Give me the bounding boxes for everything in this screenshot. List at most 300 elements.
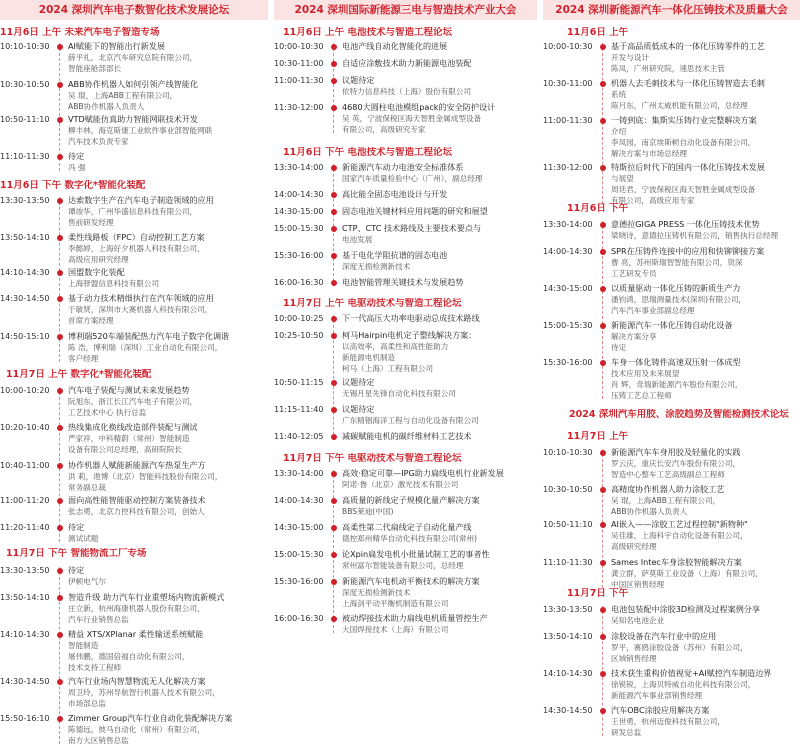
talk-topic: 高质量的新线定子规模化量产解决方案 — [342, 495, 480, 505]
timeline-dot — [57, 463, 63, 469]
time-slot: 14:10-14:30 — [543, 668, 593, 678]
talk-topic: 意德拉GIGA PRESS 一体化压铸技术优势 — [611, 219, 760, 229]
item-detail — [611, 283, 800, 316]
schedule-item — [274, 58, 537, 69]
speaker-info: 开发与设计 — [611, 53, 649, 62]
talk-topic: 达索数字生产在汽车电子制造领域的应用 — [68, 195, 214, 205]
speaker-info: 技术应用及未来展望 — [611, 369, 680, 378]
speaker-info: 系统 — [611, 90, 627, 99]
item-detail — [68, 522, 268, 544]
timeline-dot — [57, 296, 63, 302]
time-slot: 16:00-16:30 — [274, 277, 324, 287]
speaker-info: 研发总监 — [611, 728, 642, 737]
schedule-item — [274, 377, 537, 399]
item-detail — [342, 576, 537, 609]
timeline-dot — [57, 198, 63, 204]
time-slot: 11:40-12:05 — [274, 431, 324, 441]
talk-topic: 汽车电子装配与测试未来发展趋势 — [68, 385, 190, 395]
speaker-info: 罗平，赛鸥涂胶设备（苏州）有限公司， — [611, 643, 748, 652]
talk-topic: 电池产线自动化智能化的进展 — [342, 41, 448, 51]
session-title: 2024 深圳汽车用胶、涂胶趋势及智能检测技术论坛 — [569, 409, 789, 420]
timeline-dot — [600, 450, 606, 456]
item-detail — [68, 460, 268, 493]
time-slot: 15:30-16:00 — [274, 250, 324, 260]
timeline-dot — [600, 708, 606, 714]
timeline-dot — [600, 44, 606, 50]
session-schedule — [274, 313, 537, 442]
time-slot: 13:50-14:10 — [0, 232, 50, 242]
item-detail — [611, 78, 800, 111]
session-title: 11月7日 上午 电驱动技术与智造工程论坛 — [283, 298, 462, 309]
session-title: 11月7日 下午 电驱动技术与智造工程论坛 — [283, 453, 462, 464]
schedule-item — [543, 78, 800, 111]
speaker-info: 高级研究经理 — [611, 542, 657, 551]
schedule-item — [274, 576, 537, 609]
speaker-info: 李懿婷，上海好夕机器人科技有限公司， — [68, 244, 205, 253]
item-detail — [342, 189, 537, 200]
speaker-info: 电池发展 — [342, 235, 373, 244]
speaker-info: 技术支持工程师 — [68, 663, 122, 672]
schedule-item — [274, 206, 537, 217]
item-detail — [342, 377, 537, 399]
schedule-item — [274, 75, 537, 97]
time-slot: 11:00-11:20 — [0, 495, 50, 505]
schedule-item — [274, 102, 537, 135]
session-title: 11月6日 上午 — [567, 27, 629, 38]
speaker-info: 常州富尔智能装备有限公司，总经理 — [342, 561, 464, 570]
talk-topic: 高柔性第二代扁线定子自动化量产线 — [342, 522, 472, 532]
speaker-info: 伊顿电气尔 — [68, 577, 106, 586]
talk-topic: 减碳赋能电机的碳纤维材料工艺技术 — [342, 431, 472, 441]
timeline-dot — [600, 249, 606, 255]
time-slot: 13:30-13:50 — [0, 565, 50, 575]
timeline-dot — [600, 323, 606, 329]
speaker-info: 客户经理 — [68, 354, 99, 363]
timeline-dot — [331, 498, 337, 504]
schedule-item — [274, 250, 537, 272]
speaker-info: 冯 强 — [68, 163, 86, 172]
talk-topic: 被动焊接技术助力扁线电机质量管控生产 — [342, 613, 488, 623]
session-schedule — [0, 195, 268, 364]
item-detail — [611, 668, 800, 701]
schedule-item — [274, 189, 537, 200]
speaker-info: 薛平礼，北京汽车研究总院有限公司， — [68, 53, 198, 62]
schedule-item — [0, 232, 268, 265]
item-detail — [68, 41, 268, 74]
talk-topic: Sames Intec车身涂胶智能解决方案 — [611, 557, 742, 567]
item-detail — [611, 219, 800, 241]
speaker-info: 国家汽车质量检验中心（广州），副总经理 — [342, 174, 483, 183]
item-detail — [611, 162, 800, 206]
time-slot: 10:10-10:30 — [0, 41, 50, 51]
timeline-dot — [331, 209, 337, 215]
schedule-item — [274, 41, 537, 52]
talk-topic: 基于高品质低成本的一体化压铸零件的工艺 — [611, 41, 765, 51]
timeline-dot — [57, 595, 63, 601]
schedule-item — [0, 713, 268, 746]
timeline-dot — [57, 568, 63, 574]
time-slot: 13:30-14:00 — [543, 219, 593, 229]
time-slot: 15:00-15:30 — [274, 223, 324, 233]
timeline-dot — [57, 632, 63, 638]
item-detail — [342, 468, 537, 490]
timeline-dot — [57, 716, 63, 722]
speaker-info: 吴佳雄，上海科宇自动化设备有限公司， — [611, 531, 748, 540]
talk-topic: 4680大圆柱电池模组pack的安全防护设计 — [342, 102, 496, 112]
timeline-dot — [600, 607, 606, 613]
time-slot: 11:15-11:40 — [274, 404, 324, 414]
schedule-item — [543, 357, 800, 401]
session-title: 11月7日 下午 智能物流工厂专场 — [6, 548, 147, 559]
time-slot: 10:40-11:00 — [0, 460, 50, 470]
conference-title: 2024 深圳新能源汽车一体化压铸技术及质量大会 — [543, 0, 800, 20]
schedule-item — [274, 404, 537, 426]
item-detail — [342, 404, 537, 426]
speaker-info: 依特力信息科技（上海）股份有限公司 — [342, 87, 472, 96]
talk-topic: 高精度协作机器人助力涂胶工艺 — [611, 484, 725, 494]
talk-topic: 基于电化学阻抗谱的固态电池 — [342, 250, 448, 260]
schedule-item — [0, 460, 268, 493]
schedule-item — [0, 151, 268, 173]
time-slot: 10:50-11:10 — [543, 519, 593, 529]
timeline-dot — [600, 522, 606, 528]
schedule-item — [0, 293, 268, 326]
time-slot: 10:50-11:15 — [274, 377, 324, 387]
timeline-dot — [331, 280, 337, 286]
time-slot: 10:30-10:50 — [543, 484, 593, 494]
item-detail — [342, 613, 537, 635]
speaker-info: 中国区销售经理 — [611, 580, 665, 589]
speaker-info: 汽车技术负责专家 — [68, 137, 129, 146]
item-detail — [68, 495, 268, 517]
talk-topic: ABB协作机器人如何引领产线智能化 — [68, 79, 198, 89]
timeline-dot — [331, 616, 337, 622]
speaker-info: 有限公司，高级应用专家 — [611, 196, 695, 205]
speaker-info: 严家祥，中科精蔚（常州）智能制造 — [68, 434, 190, 443]
talk-topic: 涂胶设备在汽车行业中的应用 — [611, 631, 717, 641]
session-schedule — [0, 565, 268, 746]
schedule-item — [274, 313, 537, 324]
item-detail — [68, 267, 268, 289]
session-title: 11月7日 下午 — [567, 588, 629, 599]
speaker-info: 徐锐锐，上海贝特威自动化科技有限公司， — [611, 680, 756, 689]
timeline-dot — [57, 117, 63, 123]
talk-topic: AI嵌入——涂胶工艺过程控制"新物种" — [611, 519, 748, 529]
speaker-info: 洪 莉，遨博（北京）智能科技股份有限公司， — [68, 472, 223, 481]
talk-topic: 特斯拉后时代下的国内一体化压铸技术发展 — [611, 162, 765, 172]
talk-topic: 协作机器人赋能新能源汽车热泵生产方 — [68, 460, 206, 470]
speaker-info: 龚立群，萨莫斯工业设备（上海）有限公司， — [611, 569, 763, 578]
talk-topic: 高效·稳定可靠—IPG助力扁线电机行业新发展 — [342, 468, 504, 478]
speaker-info: 李凤园，南京埃斯顿自动化设备有限公司， — [611, 138, 756, 147]
item-detail — [68, 331, 268, 364]
time-slot: 11:10-11:30 — [0, 151, 50, 161]
item-detail — [68, 293, 268, 326]
item-detail — [611, 320, 800, 353]
talk-topic: 新能源汽车电机动平衡技术的解决方案 — [342, 576, 480, 586]
item-detail — [342, 495, 537, 517]
speaker-info: 解决方案分享 — [611, 332, 657, 341]
time-slot: 11:30-12:00 — [543, 162, 593, 172]
session-title: 11月7日 上午 数字化*智能化装配 — [6, 369, 152, 380]
speaker-info: 智能制造 — [68, 641, 99, 650]
time-slot: 15:30-16:00 — [543, 357, 593, 367]
speaker-info: 曹 亮，苏州斯瑞智智能有限公司，资深 — [611, 258, 743, 267]
schedule-item — [543, 283, 800, 316]
schedule-item — [274, 495, 537, 517]
speaker-info: 广东精铟海洋工程与自动化设备有限公司 — [342, 416, 479, 425]
talk-topic: CTP、CTC 技术路线及主要技术要点与 — [342, 223, 482, 233]
speaker-info: ABB协作机器人负责人 — [68, 102, 145, 111]
time-slot: 11:00-11:30 — [274, 75, 324, 85]
item-detail — [342, 277, 537, 288]
speaker-info: 上海剑平动平衡机制造有限公司 — [342, 599, 449, 608]
speaker-info: 售前研发经理 — [68, 218, 114, 227]
talk-topic: 议题待定 — [342, 377, 375, 387]
time-slot: 11:20-11:40 — [0, 522, 50, 532]
schedule-item — [274, 330, 537, 374]
timeline-dot — [331, 316, 337, 322]
talk-topic: 一铸到底：集斯实压铸行业完整解决方案 — [611, 115, 757, 125]
item-detail — [68, 232, 268, 265]
speaker-info: 陈德远，彼马自动化（常州）有限公司， — [68, 725, 205, 734]
speaker-info: 罗云庆，重庆长安汽车股份有限公司， — [611, 459, 741, 468]
speaker-info: 大国焊接技术（上海）有限公司 — [342, 625, 449, 634]
talk-topic: 议题待定 — [342, 75, 375, 85]
talk-topic: 精益 XTS/XPlanar 柔性输送系统赋能 — [68, 629, 204, 639]
speaker-info: 压铸工艺总工程师 — [611, 391, 672, 400]
schedule-item — [274, 468, 537, 490]
time-slot: 10:00-10:25 — [274, 313, 324, 323]
talk-topic: 智造升级 助力汽车行业重塑场内物流新模式 — [68, 592, 225, 602]
session-schedule — [0, 385, 268, 544]
timeline-dot — [331, 44, 337, 50]
timeline-dot — [331, 525, 337, 531]
time-slot: 14:10-14:30 — [0, 267, 50, 277]
timeline-dot — [331, 192, 337, 198]
schedule-item — [543, 668, 800, 701]
item-detail — [68, 713, 268, 746]
talk-topic: 新能源汽车一体化压铸自动化设备 — [611, 320, 733, 330]
time-slot: 11:00-11:30 — [543, 115, 593, 125]
timeline-dot — [600, 360, 606, 366]
conference-title: 2024 深圳国际新能源三电与智造技术产业大会 — [274, 0, 537, 20]
time-slot: 14:00-14:30 — [274, 189, 324, 199]
talk-topic: Zimmer Group汽车行业自动化装配解决方案 — [68, 713, 233, 723]
timeline-dot — [600, 286, 606, 292]
item-detail — [342, 549, 537, 571]
talk-topic: 柯马Hairpin电机定子整线解决方案： — [342, 330, 477, 340]
timeline-dot — [600, 560, 606, 566]
timeline-dot — [331, 407, 337, 413]
session-schedule — [274, 41, 537, 135]
session-title: 11月6日 下午 数字化*智能化装配 — [0, 180, 146, 191]
schedule-item — [0, 522, 268, 544]
item-detail — [342, 75, 537, 97]
item-detail — [342, 431, 537, 442]
item-detail — [611, 246, 800, 279]
speaker-info: 汽车汽车事业部副总经理 — [611, 306, 695, 315]
schedule-item — [543, 115, 800, 159]
speaker-info: 陈凤，广州研究院，速思技术主管 — [611, 64, 725, 73]
speaker-info: 于敏贤，深圳市大赛机器人科技有限公司， — [68, 305, 213, 314]
speaker-info: 工艺研发专员 — [611, 269, 657, 278]
time-slot: 10:00-10:30 — [274, 41, 324, 51]
item-detail — [611, 604, 800, 626]
timeline-dot — [331, 105, 337, 111]
talk-topic: 博利瑞520车端装配热力汽车电子数字化调谐 — [68, 331, 230, 341]
speaker-info: 区域销售经理 — [611, 654, 657, 663]
time-slot: 10:30-11:00 — [543, 78, 593, 88]
timeline-dot — [331, 226, 337, 232]
item-detail — [342, 223, 537, 245]
item-detail — [611, 557, 800, 590]
timeline-dot — [57, 679, 63, 685]
speaker-info: 潘钧鸿，思瑞测量技术(深圳)有限公司， — [611, 295, 747, 304]
speaker-info: 上海驿盟信息科技有限公司 — [68, 279, 160, 288]
timeline-dot — [57, 270, 63, 276]
speaker-info: 深度无损检测新技术 — [342, 588, 411, 597]
time-slot: 15:30-16:00 — [274, 576, 324, 586]
schedule-item — [543, 162, 800, 206]
speaker-info: 吴知名电池企业 — [611, 616, 665, 625]
timeline-dot — [600, 487, 606, 493]
speaker-info: 工艺技术中心 执行总监 — [68, 408, 147, 417]
speaker-info: 张志勇，北京力控科技有限公司，创始人 — [68, 507, 205, 516]
item-detail — [68, 565, 268, 587]
schedule-item — [0, 79, 268, 112]
timeline-dot — [331, 165, 337, 171]
speaker-info: 阿诺·鲁（北京）激光技术有限公司 — [342, 480, 459, 489]
speaker-info: 屠伟鹏，德国倍福自动化有限公司， — [68, 652, 190, 661]
speaker-info: 与展望 — [611, 174, 634, 183]
time-slot: 13:30-13:50 — [0, 195, 50, 205]
item-detail — [68, 114, 268, 147]
item-detail — [611, 115, 800, 159]
speaker-info: 汽车行业销售总监 — [68, 615, 129, 624]
speaker-info: 王世勇，杭州迈俊科技有限公司， — [611, 717, 725, 726]
item-detail — [611, 447, 800, 480]
schedule-item — [543, 447, 800, 480]
session-schedule — [543, 447, 800, 590]
timeline-dot — [57, 235, 63, 241]
time-slot: 14:50-15:10 — [0, 331, 50, 341]
item-detail — [342, 313, 537, 324]
item-detail — [68, 629, 268, 673]
speaker-info: 以高效率，高柔性和高性能助力 — [342, 342, 449, 351]
timeline-dot — [57, 154, 63, 160]
talk-topic: 机器人去毛刺技术与一体化压铸智造去毛刺 — [611, 78, 765, 88]
time-slot: 10:10-10:30 — [543, 447, 593, 457]
talk-topic: 固态电池关键材料应用问题的研究和展望 — [342, 206, 488, 216]
time-slot: 14:30-15:00 — [274, 206, 324, 216]
item-detail — [611, 519, 800, 552]
time-slot: 10:50-11:10 — [0, 114, 50, 124]
time-slot: 10:00-10:20 — [0, 385, 50, 395]
speaker-info: 梁晓诗，意德拉压铸机有限公司，销售执行总经理 — [611, 231, 779, 240]
item-detail — [611, 705, 800, 738]
item-detail — [68, 385, 268, 418]
item-detail — [342, 41, 537, 52]
schedule-item — [543, 219, 800, 241]
session-title: 11月6日 上午 电池技术与智造工程论坛 — [283, 27, 452, 38]
timeline-dot — [57, 334, 63, 340]
timeline-dot — [331, 253, 337, 259]
schedule-item — [274, 549, 537, 571]
schedule-item — [0, 267, 268, 289]
speaker-info: 陈 浩，博利瑞（深圳）工业自动化有限公司， — [68, 343, 223, 352]
speaker-info: 首席方案经理 — [68, 316, 114, 325]
timeline-dot — [331, 380, 337, 386]
speaker-info: 庄立新，杭州海康机器人股份有限公司， — [68, 604, 205, 613]
talk-topic: 柔性线路板（FPC）自动控制工艺方案 — [68, 232, 205, 242]
speaker-info: 柳丰林，海克斯康工业软件事业部智能网联 — [68, 126, 213, 135]
speaker-info: 阮旭东，浙江长江汽车电子有限公司， — [68, 397, 198, 406]
speaker-info: 待定 — [611, 343, 627, 352]
time-slot: 10:30-11:00 — [274, 58, 324, 68]
timeline-dot — [331, 579, 337, 585]
session-title: 11月6日 上午 未来汽车电子智造专场 — [0, 27, 160, 38]
schedule-item — [274, 277, 537, 288]
speaker-info: 德控郑州精华自动化科技有限公司(常州) — [342, 534, 478, 543]
session-schedule — [543, 219, 800, 401]
schedule-item — [0, 676, 268, 709]
speaker-info: 测试试题 — [68, 534, 99, 543]
schedule-item — [543, 631, 800, 664]
schedule-item — [0, 385, 268, 418]
item-detail — [68, 422, 268, 455]
item-detail — [342, 206, 537, 217]
timeline-dot — [331, 78, 337, 84]
timeline-dot — [57, 425, 63, 431]
timeline-dot — [600, 222, 606, 228]
timeline-dot — [600, 165, 606, 171]
schedule-item — [0, 565, 268, 587]
speaker-info: BBS莱迪(中国) — [342, 507, 394, 516]
schedule-item — [543, 705, 800, 738]
item-detail — [68, 151, 268, 173]
talk-topic: 国盟数字化装配 — [68, 267, 125, 277]
schedule-item — [0, 495, 268, 517]
schedule-item — [543, 519, 800, 552]
schedule-item — [543, 41, 800, 74]
schedule-item — [0, 195, 268, 228]
talk-topic: 电池智能管理关键技术与发展趋势 — [342, 277, 464, 287]
time-slot: 10:30-10:50 — [0, 79, 50, 89]
speaker-info: 介绍 — [611, 127, 627, 136]
speaker-info: 市场部总监 — [68, 699, 106, 708]
speaker-info: 设备有限公司总经理，高研院院长 — [68, 445, 182, 454]
speaker-info: 吴 琨，上海ABB工程有限公司， — [611, 496, 721, 505]
timeline-dot — [57, 498, 63, 504]
time-slot: 14:00-14:30 — [543, 246, 593, 256]
session-schedule — [0, 41, 268, 173]
session-title: 11月6日 下午 — [567, 203, 629, 214]
item-detail — [342, 162, 537, 184]
speaker-info: 深度无损检测新技术 — [342, 262, 411, 271]
talk-topic: 面向高性能智能驱动控制方案装备技术 — [68, 495, 206, 505]
talk-topic: 电池包装配中涂胶3D检测及过程案例分享 — [611, 604, 760, 614]
time-slot: 14:00-14:30 — [274, 495, 324, 505]
item-detail — [611, 484, 800, 517]
schedule-item — [274, 162, 537, 184]
speaker-info: 高级应用研究经理 — [68, 255, 129, 264]
schedule-item — [543, 484, 800, 517]
time-slot: 15:00-15:30 — [274, 549, 324, 559]
timeline-dot — [57, 388, 63, 394]
time-slot: 11:30-12:00 — [274, 102, 324, 112]
speaker-info: 谭竣华，广州华盛信息科技有限公司， — [68, 207, 198, 216]
